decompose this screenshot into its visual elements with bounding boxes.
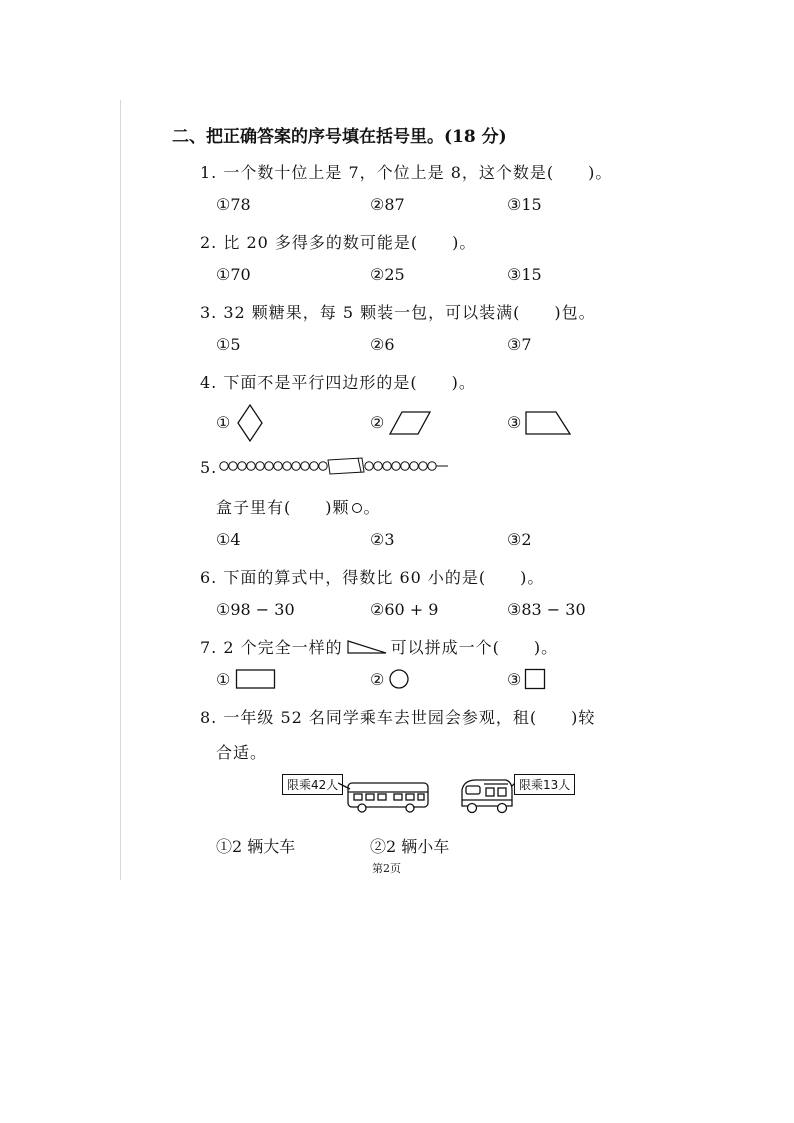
question-7-stem-line [200, 635, 558, 658]
question-1-option-3[interactable]: ③15 [507, 195, 542, 214]
question-2-option-2[interactable]: ②25 [370, 265, 405, 284]
question-7-option-1[interactable]: ① [216, 670, 231, 689]
section-title: 二、把正确答案的序号填在括号里。(18 分) [172, 127, 507, 147]
question-3-option-3[interactable]: ③7 [507, 335, 532, 354]
question-1-option-1[interactable]: ①78 [216, 195, 251, 214]
question-4-stem: 4. 下面不是平行四边形的是( )。 [200, 373, 476, 392]
question-8-option-1[interactable]: ①2 辆大车 [216, 837, 296, 856]
question-4-option-3[interactable]: ③ [507, 413, 522, 432]
question-6-stem: 6. 下面的算式中，得数比 60 小的是( )。 [200, 568, 545, 587]
question-3-option-2[interactable]: ②6 [370, 335, 395, 354]
small-bus-label: 限乘13人 [514, 774, 575, 795]
question-7-stem: 7. 2 个完全一样的 [200, 638, 343, 657]
beads-box-illustration [218, 456, 450, 476]
question-6-option-1[interactable]: ①98 − 30 [216, 600, 295, 619]
question-7-option-2[interactable]: ② [370, 670, 385, 689]
question-8-stem-line2: 合适。 [216, 743, 268, 762]
question-2-option-1[interactable]: ①70 [216, 265, 251, 284]
page-number: 第2页 [372, 862, 401, 875]
circle-shape-icon [388, 668, 410, 690]
question-8-option-2[interactable]: ②2 辆小车 [370, 837, 450, 856]
small-bus-icon [458, 776, 514, 820]
question-1-option-2[interactable]: ②87 [370, 195, 405, 214]
question-8-stem: 8. 一年级 52 名同学乘车去世园会参观，租( )较 [200, 708, 596, 727]
question-5-subline: 盒子里有( )颗 。 [216, 498, 381, 517]
trapezoid-shape-icon [524, 410, 572, 436]
rectangle-shape-icon [235, 668, 277, 690]
question-7-stem-after: 可以拼成一个( )。 [390, 638, 559, 657]
margin-line [120, 100, 121, 880]
question-1-stem: 1. 一个数十位上是 7，个位上是 8，这个数是( )。 [200, 163, 613, 182]
question-3-stem: 3. 32 颗糖果，每 5 颗装一包，可以装满( )包。 [200, 303, 596, 322]
diamond-shape-icon [236, 403, 264, 443]
question-3-option-1[interactable]: ①5 [216, 335, 241, 354]
question-5-stem: 5. [200, 458, 218, 477]
question-4-option-2[interactable]: ② [370, 413, 385, 432]
question-4-option-1[interactable]: ① [216, 413, 231, 432]
question-5-option-1[interactable]: ①4 [216, 530, 241, 549]
question-2-option-3[interactable]: ③15 [507, 265, 542, 284]
big-bus-label: 限乘42人 [282, 774, 343, 795]
question-5-option-2[interactable]: ②3 [370, 530, 395, 549]
parallelogram-shape-icon [388, 410, 432, 436]
big-bus-icon [338, 775, 434, 815]
question-5-sub-text: 盒子里有( )颗 [216, 498, 350, 517]
question-7-option-3[interactable]: ③ [507, 670, 522, 689]
question-5-option-3[interactable]: ③2 [507, 530, 532, 549]
right-triangle-icon [346, 639, 388, 655]
question-6-option-3[interactable]: ③83 − 30 [507, 600, 586, 619]
question-2-stem: 2. 比 20 多得多的数可能是( )。 [200, 233, 477, 252]
square-shape-icon [524, 668, 546, 690]
bead-icon [350, 502, 364, 514]
question-6-option-2[interactable]: ②60 + 9 [370, 600, 439, 619]
